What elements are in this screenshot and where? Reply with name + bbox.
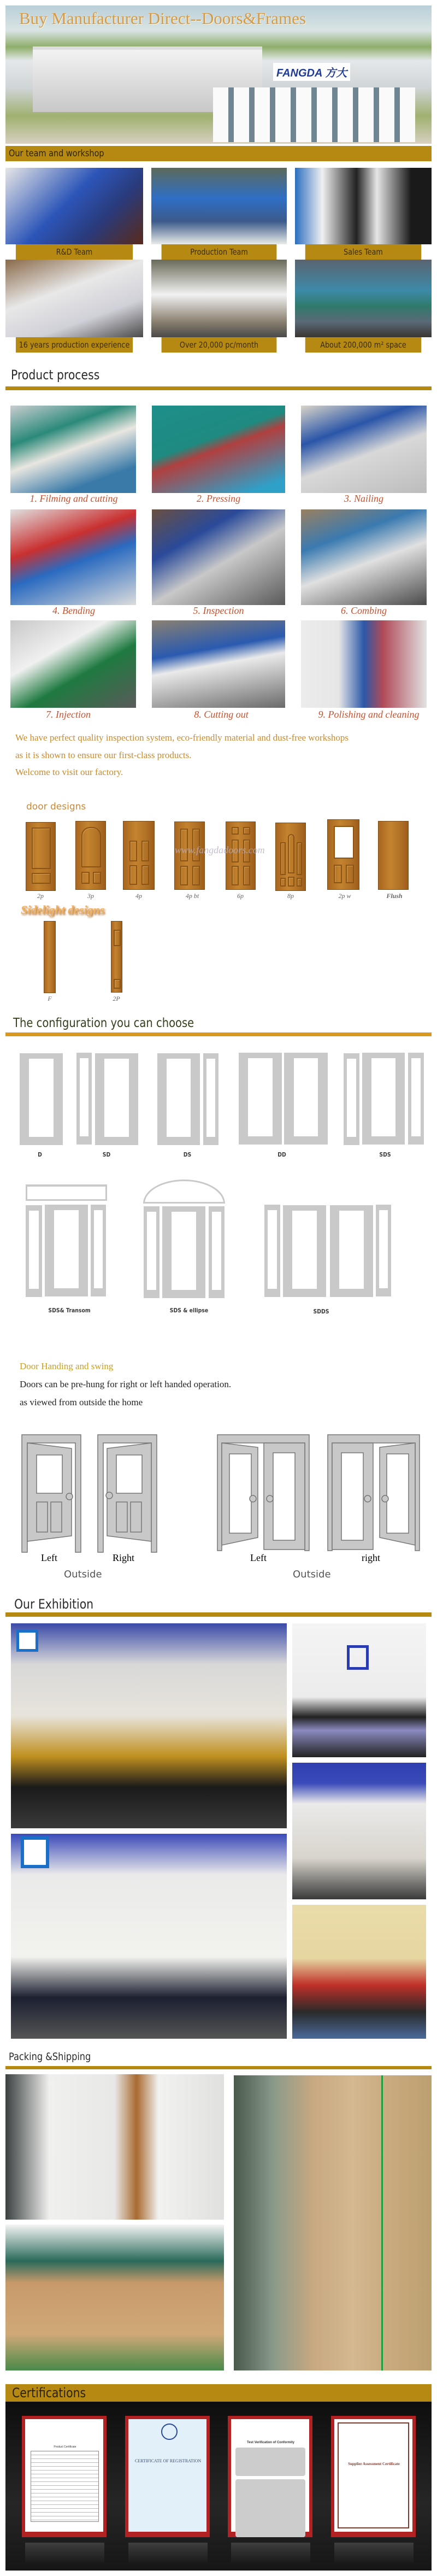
fangda-logo	[16, 1630, 38, 1652]
config-door	[162, 1206, 205, 1298]
door-designs-heading: door designs	[26, 801, 86, 812]
exhibition-divider	[5, 1612, 432, 1617]
sidelight-designs-heading: Sidelight designs	[21, 903, 105, 917]
configuration-heading: The configuration you can choose	[13, 1016, 194, 1030]
config-door	[283, 1205, 326, 1297]
certificate-table	[31, 2451, 99, 2522]
process-caption: 3. Nailing	[344, 493, 383, 504]
team-section-heading: Our team and workshop	[9, 148, 104, 159]
config-door	[239, 1053, 282, 1145]
door-design-label: 2p	[37, 892, 44, 900]
config-sidelight	[376, 1205, 391, 1296]
certificate	[228, 2416, 312, 2537]
process-photo-nailing	[301, 406, 427, 493]
team-section-header	[5, 146, 432, 161]
packing-photo-doors	[5, 2074, 224, 2220]
factory-hero-photo	[5, 5, 432, 144]
fangda-logo	[21, 1836, 49, 1868]
handing-line: as viewed from outside the home	[20, 1397, 143, 1407]
team-caption: Sales Team	[305, 244, 422, 260]
config-door	[330, 1205, 373, 1297]
packing-photo-container	[5, 2225, 224, 2370]
config-sidelight	[26, 1205, 42, 1297]
certificate-title: Product Certificate	[54, 2445, 76, 2449]
process-caption: 5. Inspection	[193, 605, 244, 616]
config-label: SDS& Transom	[48, 1307, 91, 1314]
process-photo-injection	[10, 620, 136, 708]
exhibition-photo-handshake	[11, 1834, 287, 2039]
team-caption: R&D Team	[16, 244, 133, 260]
process-heading: Product process	[11, 367, 100, 383]
door-design-label: 4p	[135, 892, 142, 900]
strap	[381, 2075, 383, 2370]
watermark: www.fangdadoors.com	[175, 844, 265, 855]
building-sign: FANGDA 方大	[273, 63, 350, 81]
config-sidelight	[264, 1205, 280, 1297]
process-caption: 8. Cutting out	[194, 709, 249, 720]
workshop-photo-space	[295, 260, 432, 337]
workshop-photo-capacity	[151, 260, 287, 337]
config-door	[157, 1053, 200, 1145]
fangda-logo	[347, 1645, 369, 1670]
process-photo-cutting-out	[152, 620, 285, 708]
door-design-label: 8p	[287, 892, 294, 900]
process-photo-polishing	[301, 620, 427, 708]
packing-photo-warehouse	[234, 2075, 432, 2370]
exhibition-heading: Our Exhibition	[14, 1597, 94, 1612]
handing-label-right: Right	[113, 1552, 135, 1563]
certificate-box	[235, 2479, 305, 2537]
handing-heading: Door Handing and swing	[20, 1361, 114, 1371]
door-design-2p-w	[327, 819, 359, 890]
team-caption: 16 years production experience	[16, 337, 133, 353]
packing-divider	[5, 2066, 432, 2069]
sidelight-label: 2P	[113, 995, 120, 1002]
certificate	[22, 2416, 107, 2537]
certifications-heading: Certifications	[12, 2385, 86, 2401]
door-design-label: 2p w	[338, 892, 351, 900]
config-door	[20, 1053, 63, 1145]
config-label: DS	[183, 1151, 192, 1158]
office-building	[213, 87, 415, 142]
certificate-title: Test Verification of Conformity	[247, 2441, 294, 2444]
process-caption: 4. Bending	[52, 605, 95, 616]
config-sidelight	[209, 1206, 225, 1298]
team-caption: Over 20,000 pc/month	[162, 337, 277, 353]
team-photo-production	[151, 168, 287, 244]
config-sidelight	[203, 1053, 218, 1145]
door-design-flush	[378, 821, 409, 890]
config-sidelight	[144, 1206, 160, 1298]
exhibition-photo-booth-visitors	[292, 1763, 426, 1899]
team-caption: Production Team	[162, 244, 277, 260]
process-caption: 6. Combing	[340, 605, 387, 616]
door-design-3p	[75, 821, 106, 890]
certifications-header	[5, 2384, 432, 2402]
certificate	[125, 2416, 210, 2537]
hero-title: Buy Manufacturer Direct--Doors&Frames	[19, 9, 306, 28]
config-label: SDDS	[313, 1308, 329, 1315]
certificate-title: Supplier Assessment Certificate	[348, 2462, 400, 2466]
process-caption: 1. Filming and cutting	[29, 493, 118, 504]
config-door	[284, 1053, 328, 1145]
process-caption: 9. Polishing and cleaning	[318, 709, 420, 720]
door-design-4p	[123, 821, 155, 890]
door-design-2p	[26, 822, 56, 891]
process-paragraph-line: Welcome to visit our factory.	[15, 767, 123, 777]
process-caption: 7. Injection	[46, 709, 91, 720]
sidelight-label: F	[48, 995, 52, 1002]
packing-heading: Packing &Shipping	[9, 2051, 91, 2063]
config-ellipse-arch	[143, 1180, 225, 1204]
process-paragraph-line: as it is shown to ensure our first-class products.	[15, 750, 192, 760]
handing-line: Doors can be pre-hung for right or left handed operation.	[20, 1379, 232, 1389]
config-label: SDS & ellipse	[169, 1307, 209, 1314]
sidelight-design-2p	[111, 921, 122, 993]
exhibition-photo-customers	[292, 1905, 426, 2039]
team-photo-sales	[295, 168, 432, 244]
process-divider	[5, 386, 432, 390]
process-photo-combing	[301, 509, 427, 605]
config-label: DD	[277, 1151, 286, 1158]
config-label: D	[38, 1151, 42, 1158]
process-photo-pressing	[152, 406, 285, 493]
team-photo-rd	[5, 168, 143, 244]
config-label: SDS	[379, 1151, 391, 1158]
config-label: SD	[102, 1151, 111, 1158]
glass-panel	[334, 826, 354, 859]
workshop-photo-experience	[5, 260, 143, 337]
certificate-seal-icon	[161, 2424, 178, 2440]
config-sidelight	[408, 1053, 424, 1145]
handing-diagram	[0, 1432, 437, 1555]
certificate-reflection	[25, 2543, 104, 2562]
door-design-label: 3p	[87, 892, 94, 900]
certificate-title: CERTIFICATE OF REGISTRATION	[134, 2458, 202, 2463]
config-door	[45, 1205, 88, 1296]
exhibition-photo-showroom	[292, 1623, 426, 1757]
process-caption: 2. Pressing	[196, 493, 241, 504]
door-design-8p	[275, 823, 306, 891]
certificate-box	[235, 2448, 305, 2476]
sidelight-design-f	[44, 921, 56, 993]
process-photo-filming	[10, 406, 136, 493]
handing-label-outside: Outside	[64, 1569, 102, 1580]
team-caption: About 200,000 m² space	[305, 337, 422, 353]
certificate-reflection	[231, 2543, 310, 2562]
config-door	[362, 1053, 405, 1145]
config-sidelight	[91, 1205, 106, 1296]
process-photo-inspection	[152, 509, 285, 605]
handing-label-outside: Outside	[293, 1569, 331, 1580]
certifications-panel	[5, 2402, 432, 2571]
door-design-label: Flush	[386, 892, 403, 900]
door-design-label: 4p bt	[185, 892, 199, 900]
certificate-reflection	[334, 2543, 414, 2562]
process-paragraph-line: We have perfect quality inspection system, eco-friendly material and dust-free workshops	[15, 732, 349, 743]
handing-label-right: right	[362, 1552, 380, 1563]
config-sidelight	[76, 1053, 92, 1145]
handing-label-left: Left	[41, 1552, 57, 1563]
handing-label-left: Left	[250, 1552, 267, 1563]
exhibition-photo-booth-group	[11, 1623, 287, 1828]
config-door	[95, 1053, 138, 1145]
config-transom	[26, 1184, 107, 1201]
door-design-label: 6p	[237, 892, 244, 900]
certificate-reflection	[128, 2543, 208, 2562]
config-sidelight	[344, 1053, 359, 1145]
certificate	[331, 2416, 416, 2537]
configuration-divider	[5, 1032, 432, 1036]
process-photo-bending	[10, 509, 136, 605]
